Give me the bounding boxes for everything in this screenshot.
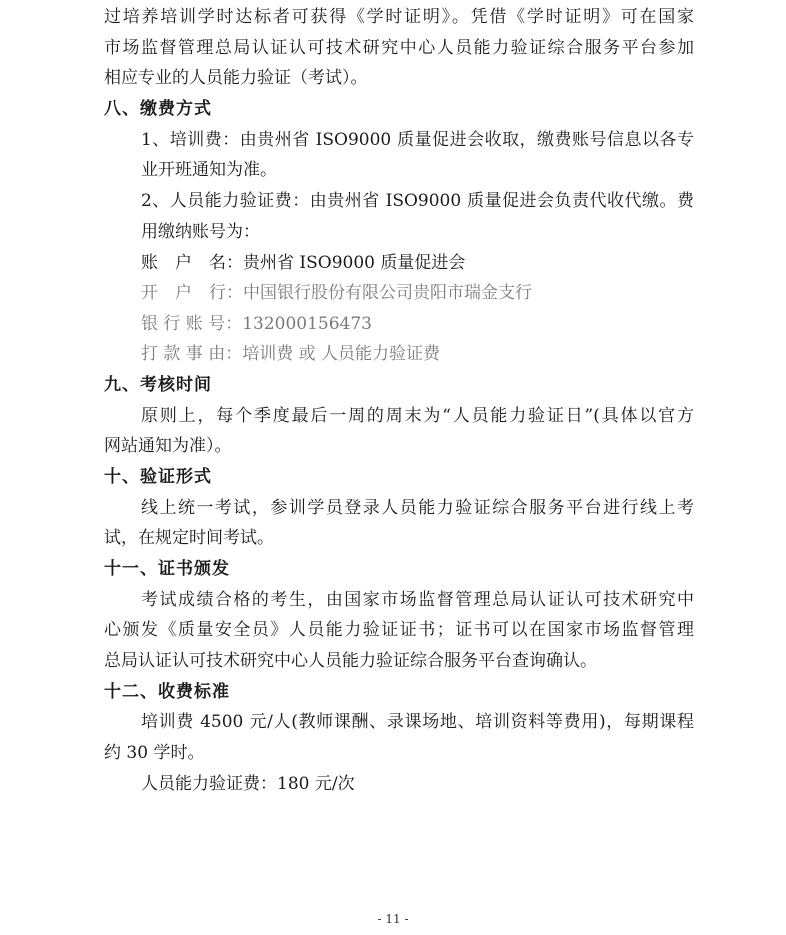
- section-8-heading: 八、缴费方式: [104, 99, 212, 119]
- section-12-heading: 十二、收费标准: [104, 682, 230, 702]
- intro-line-3: 相应专业的人员能力验证（考试）。: [104, 68, 368, 88]
- section-11-heading: 十一、证书颁发: [104, 559, 230, 579]
- section-11-line-2: 心颁发《质量安全员》人员能力验证证书；证书可以在国家市场监督管理: [104, 620, 694, 640]
- section-12-line-2: 约 30 学时。: [104, 743, 205, 763]
- section-10-line-1: 线上统一考试，参训学员登录人员能力验证综合服务平台进行线上考: [141, 498, 694, 518]
- section-12-line-1: 培训费 4500 元/人(教师课酬、录课场地、培训资料等费用)，每期课程: [141, 712, 694, 732]
- page-number: - 11 -: [377, 912, 409, 926]
- section-9-line-2: 网站通知为准）。: [104, 436, 232, 456]
- section-10-line-2: 试，在规定时间考试。: [104, 528, 274, 548]
- account-name: 账 户 名：贵州省 ISO9000 质量促进会: [141, 253, 466, 273]
- intro-line-2: 市场监督管理总局认证认可技术研究中心人员能力验证综合服务平台参加: [104, 38, 694, 58]
- section-8-item-1-line-2: 业开班通知为准。: [141, 160, 277, 180]
- section-10-heading: 十、验证形式: [104, 467, 212, 487]
- section-11-line-1: 考试成绩合格的考生，由国家市场监督管理总局认证认可技术研究中: [141, 590, 694, 610]
- bank-name: 开 户 行：中国银行股份有限公司贵阳市瑞金支行: [141, 283, 532, 303]
- section-8-item-1-line-1: 1、培训费：由贵州省 ISO9000 质量促进会收取，缴费账号信息以各专: [141, 130, 694, 150]
- intro-line-1: 过培养培训学时达标者可获得《学时证明》。凭借《学时证明》可在国家: [104, 7, 694, 27]
- section-8-item-2-line-1: 2、人员能力验证费：由贵州省 ISO9000 质量促进会负责代收代缴。费: [141, 191, 694, 211]
- section-9-line-1: 原则上，每个季度最后一周的周末为“人员能力验证日”(具体以官方: [141, 406, 694, 426]
- section-12-line-3: 人员能力验证费：180 元/次: [141, 774, 355, 794]
- section-9-heading: 九、考核时间: [104, 375, 212, 395]
- payment-remark: 打 款 事 由：培训费 或 人员能力验证费: [141, 344, 441, 364]
- section-11-line-3: 总局认证认可技术研究中心人员能力验证综合服务平台查询确认。: [104, 651, 597, 671]
- account-number: 银 行 账 号：132000156473: [141, 314, 373, 334]
- section-8-item-2-line-2: 用缴纳账号为：: [141, 222, 260, 242]
